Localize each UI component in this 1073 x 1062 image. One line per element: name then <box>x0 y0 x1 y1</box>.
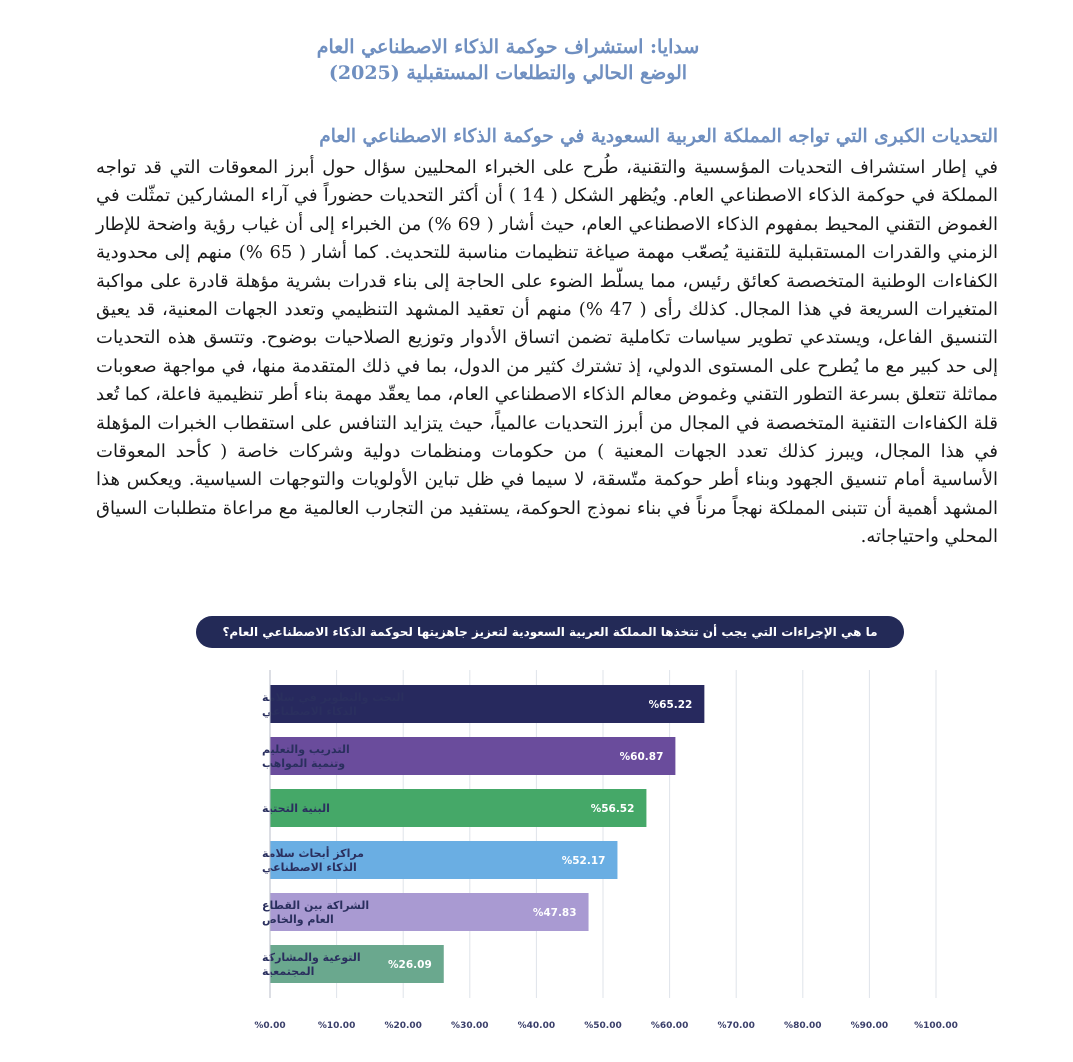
bar-value-label: %52.17 <box>561 855 606 867</box>
category-label: البنية التحتية <box>262 802 330 815</box>
bar-value-label: %26.09 <box>388 959 432 971</box>
category-label: الذكاء الاصطناعي <box>262 705 357 718</box>
x-tick-label: %70.00 <box>717 1021 755 1031</box>
category-label: المجتمعية <box>262 965 315 978</box>
x-tick-label: %40.00 <box>517 1021 556 1031</box>
bar-value-label: %60.87 <box>619 751 664 763</box>
x-tick-label: %10.00 <box>317 1021 356 1031</box>
category-label: التوعية والمشاركة <box>262 951 361 964</box>
category-label: الشراكة بين القطاع <box>262 899 370 912</box>
category-label: العام والخاص <box>262 913 334 926</box>
header-line-2: الوضع الحالي والتطلعات المستقبلية (2025) <box>328 62 688 84</box>
body-paragraph: في إطار استشراف التحديات المؤسسية والتقنية، طُرح على الخبراء المحليين سؤال حول أبرز المعوقات التي قد تواجه المملكة في حوكمة الذكاء الاصطناعي العام. ويُظهر الشكل ( 14 ) أن أكثر التحديات حضوراً في آراء المشاركين تمثّلت في الغموض التقني المحيط بمفهوم الذكاء الاصطناعي العام، حيث أشار ( 69 %) من الخبراء إلى أن غياب رؤية واضحة للإطار الزمني والقدرات المستقبلية للتقنية يُصعّب مهمة صياغة تنظيمات مناسبة للتحديث. كما أشار ( 65 %) منهم إلى محدودية الكفاءات الوطنية المتخصصة كعائق رئيس، مما يسلّط الضوء على الحاجة إلى بناء قدرات بشرية مؤهلة قادرة على مواكبة المتغيرات السريعة في هذا المجال. كذلك رأى ( 47 %) منهم أن تعقيد المشهد التنظيمي وتعدد الجهات المعنية، قد يعيق التنسيق الفاعل، ويستدعي تطوير سياسات تكاملية تضمن اتساق الأدوار وتوزيع الصلاحيات بوضوح. وتتسق هذه التحديات إلى حد كبير مع ما يُطرح على المستوى الدولي، إذ تشترك كثير من الدول، بما في ذلك المتقدمة منها، في مواجهة صعوبات مماثلة تتعلق بسرعة التطور التقني وغموض معالم الذكاء الاصطناعي العام، مما يعقّد مهمة بناء أطر تنظيمية فاعلة، كما تُعد قلة الكفاءات التقنية المتخصصة في المجال من أبرز التحديات عالمياً، حيث يتزايد التنافس على استقطاب الخبرات المؤهلة في هذا المجال، ويبرز كذلك تعدد الجهات المعنية ) من حكومات ومنظمات دولية وشركات خاصة ( كأحد المعوقات الأساسية أمام تنسيق الجهود وبناء أطر حوكمة متّسقة، لا سيما في ظل تباين الأولويات والتوجهات السياسية. ويعكس هذا المشهد أهمية أن تتبنى المملكة نهجاً مرناً في بناء نموذج الحوكمة، يستفيد من التجارب العالمية مع مراعاة متطلبات السياق المحلي واحتياجاته. <box>96 157 999 548</box>
bar-value-label: %47.83 <box>532 907 577 919</box>
header-line-1: سدايا: استشراف حوكمة الذكاء الاصطناعي العام <box>316 36 700 58</box>
x-tick-label: %0.00 <box>254 1021 286 1031</box>
x-tick-label: %20.00 <box>384 1021 422 1031</box>
chart-question-text: ما هي الإجراءات التي يجب أن تتخذها المملكة العربية السعودية لتعزيز جاهزيتها لحوكمة الذكاء الاصطناعي العام؟ <box>222 625 878 639</box>
category-label: التدريب والتعليم <box>262 743 350 756</box>
bar-value-label: %65.22 <box>648 699 693 711</box>
x-tick-label: %80.00 <box>784 1021 822 1031</box>
bar-value-label: %56.52 <box>590 803 635 815</box>
category-label: الذكاء الاصطناعي <box>262 861 357 874</box>
report-header <box>278 34 738 86</box>
section-title: التحديات الكبرى التي تواجه المملكة العربية السعودية في حوكمة الذكاء الاصطناعي العام <box>319 126 998 147</box>
x-tick-label: %100.00 <box>914 1021 958 1031</box>
category-label: البحث والتطوير في سلامة <box>262 691 405 704</box>
category-label: وتنمية المواهب <box>262 757 346 770</box>
x-tick-label: %30.00 <box>451 1021 489 1031</box>
bar-chart <box>120 660 960 1031</box>
x-tick-label: %90.00 <box>850 1021 889 1031</box>
chart-question-banner <box>196 616 904 648</box>
category-label: مراكز أبحاث سلامة <box>262 847 364 860</box>
x-tick-label: %60.00 <box>650 1021 689 1031</box>
x-tick-label: %50.00 <box>584 1021 622 1031</box>
